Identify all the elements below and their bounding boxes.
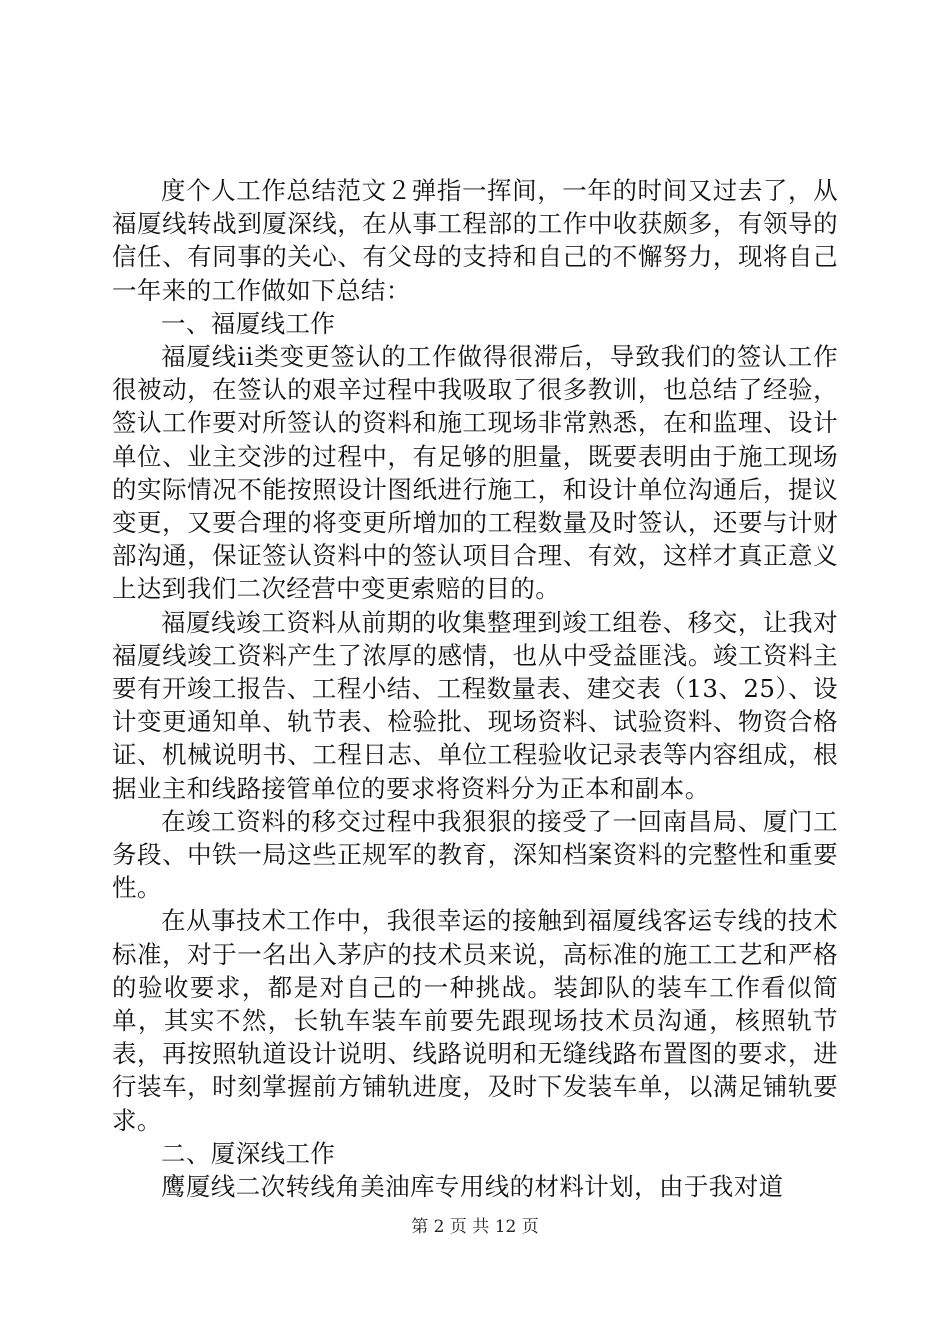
paragraph-completion-docs: 福厦线竣工资料从前期的收集整理到竣工组卷、移交，让我对福厦线竣工资料产生了浓厚的感情，也从中受益匪浅。竣工资料主要有开竣工报告、工程小结、工程数量表、建交表（13、25）、设计变更通知单、轨节表、检验批、现场资料、试验资料、物资合格证、机械说明书、工程日志、单位工程验收记录表等内容组成，根据业主和线路接管单位的要求将资料分为正本和副本。 bbox=[112, 607, 838, 803]
paragraph-technical-work: 在从事技术工作中，我很幸运的接触到福厦线客运专线的技术标准，对于一名出入茅庐的技术员来说，高标准的施工工艺和严格的验收要求，都是对自己的一种挑战。装卸队的装车工作看似简单，其实不然，长轨车装车前要先跟现场技术员沟通，核照轨节表，再按照轨道设计说明、线路说明和无缝线路布置图的要求，进行装车，时刻掌握前方铺轨进度，及时下发装车单，以满足铺轨要求。 bbox=[112, 906, 838, 1135]
paragraph-material-plan: 鹰厦线二次转线角美油库专用线的材料计划，由于我对道 bbox=[161, 1172, 784, 1202]
paragraph-intro: 度个人工作总结范文２弹指一挥间，一年的时间又过去了，从福厦线转战到厦深线，在从事工程部的工作中收获颇多，有领导的信任、有同事的关心、有父母的支持和自己的不懈努力，现将自己一年来的工作做如下总结： bbox=[112, 176, 838, 305]
section-heading-fuxia: 一、福厦线工作 bbox=[161, 308, 336, 338]
document-body bbox=[112, 174, 838, 1203]
page-footer: 第 2 页 共 12 页 bbox=[411, 1217, 539, 1237]
paragraph-handover: 在竣工资料的移交过程中我狠狠的接受了一回南昌局、厦门工务段、中铁一局这些正规军的教育，深知档案资料的完整性和重要性。 bbox=[112, 806, 838, 903]
section-heading-xiashen: 二、厦深线工作 bbox=[161, 1138, 336, 1168]
paragraph-change-signoff: 福厦线ii类变更签认的工作做得很滞后，导致我们的签认工作很被动，在签认的艰辛过程中我吸取了很多教训，也总结了经验，签认工作要对所签认的资料和施工现场非常熟悉，在和监理、设计单位、业主交涉的过程中，有足够的胆量，既要表明由于施工现场的实际情况不能按照设计图纸进行施工，和设计单位沟通后，提议变更，又要合理的将变更所增加的工程数量及时签认，还要与计财部沟通，保证签认资料中的签认项目合理、有效，这样才真正意义上达到我们二次经营中变更索赔的目的。 bbox=[112, 342, 838, 604]
